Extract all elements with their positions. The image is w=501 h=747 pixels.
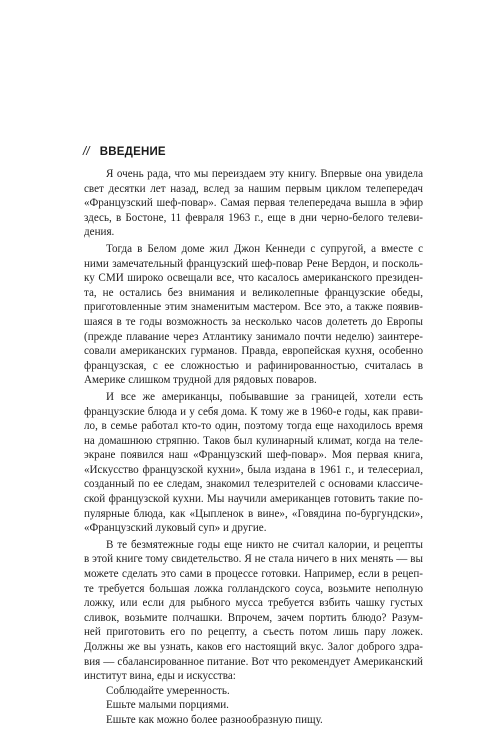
text-line: ложку, или если для рыбного мусса требуется взбить чашку густых: [84, 597, 423, 610]
text-line: здесь, в Бостоне, 11 февраля 1963 г., еще в дни черно-белого телеви-: [84, 211, 423, 224]
text-line: Должны же вы узнать, каков его настоящий вкус. Залог доброго здра-: [84, 641, 423, 653]
text-line: «Французский луковый суп» и другие.: [84, 522, 267, 535]
text-line: И все же американцы, побывавшие за границей, хотели есть: [106, 390, 423, 403]
text-line: свет десятки лет назад, вслед за нашим первым циклом телепередач: [84, 182, 423, 195]
paragraph: [84, 242, 423, 388]
text-line: шаяся в те годы возможность за несколько часов долететь до Европы: [84, 315, 423, 328]
text-line: созданный по ее следам, знакомил телезрителей с основами классиче-: [84, 478, 423, 491]
text-line: вия — сбалансированное питание. Вот что рекомендует Американский: [84, 655, 423, 668]
body-text: [84, 167, 423, 728]
paragraph: [84, 390, 423, 536]
text-line: сливок, возьмите полчашки. Впрочем, зачем портить блюдо? Разум-: [84, 611, 423, 624]
text-line: В те безмятежные годы еще никто не считал калории, и рецепты: [106, 538, 423, 551]
text-line: те требуется большая ложка голландского соуса, возьмите неполную: [84, 582, 423, 595]
text-line: экране появился наш «Французский шеф-повар». Моя первая книга,: [84, 449, 423, 462]
text-line: «Французский шеф-повар». Самая первая телепередача вышла в эфир: [84, 197, 423, 210]
text-line: та, не остались без внимания и великолепные французские обеды,: [84, 286, 423, 299]
text-line: на домашнюю стряпню. Таков был кулинарный климат, когда на теле-: [84, 434, 423, 447]
list-item: Ешьте как можно более разнообразную пищу.: [106, 713, 323, 726]
section-title: ВВЕДЕНИЕ: [99, 146, 166, 158]
text-line: ской французской кухни. Мы научили американцев готовить такие по-: [84, 493, 423, 506]
text-line: можете сделать это сами в процессе готовки. Например, если в рецеп-: [84, 568, 423, 581]
text-line: французская, с ее сложностью и рафинированностью, считалась в: [84, 359, 423, 372]
text-line: ло, в семье работал кто-то один, поэтому тогда еще находилось время: [84, 420, 423, 433]
text-line: пулярные блюда, как «Цыпленок в вине», «Говядина по-бургундски»,: [84, 507, 423, 520]
text-line: ними замечательный французский шеф-повар Рене Вердон, и посколь-: [84, 257, 423, 270]
paragraph: [84, 167, 423, 240]
text-line: Тогда в Белом доме жил Джон Кеннеди с супругой, а вместе с: [106, 242, 423, 255]
text-line: ку СМИ широко освещали все, что касалось американского президен-: [84, 272, 423, 285]
list-item: Ешьте малыми порциями.: [106, 699, 229, 712]
text-line: Я очень рада, что мы переиздаем эту книгу. Впервые она увидела: [106, 168, 423, 180]
text-line: Америке слишком трудной для рядовых поваров.: [84, 374, 317, 387]
section-marker: //: [83, 146, 90, 158]
text-line: «Искусство французской кухни», была издана в 1961 г., и телесериал,: [84, 463, 423, 476]
text-line: приготовленные этим знаменитым мастером. Все это, а также появив-: [84, 301, 423, 314]
text-line: французские блюда и у себя дома. К тому же в 1960-е годы, как прави-: [84, 405, 423, 418]
text-line: (прежде плавание через Атлантику занимало почти неделю) заинтере-: [84, 330, 423, 343]
recommendation-list: [84, 684, 423, 728]
section-heading: [83, 146, 166, 158]
text-line: институт вина, еды и искусства:: [84, 670, 236, 683]
list-item: Соблюдайте умеренность.: [106, 684, 230, 697]
text-line: в этой книге тому свидетельство. Я не стала ничего в них менять — вы: [84, 553, 423, 566]
text-line: совали американских гурманов. Правда, европейская кухня, особенно: [84, 345, 423, 358]
text-line: дения.: [84, 226, 115, 239]
paragraph: [84, 538, 423, 684]
text-line: ней приготовить его по рецепту, а съесть потом лишь пару ложек.: [84, 626, 423, 639]
